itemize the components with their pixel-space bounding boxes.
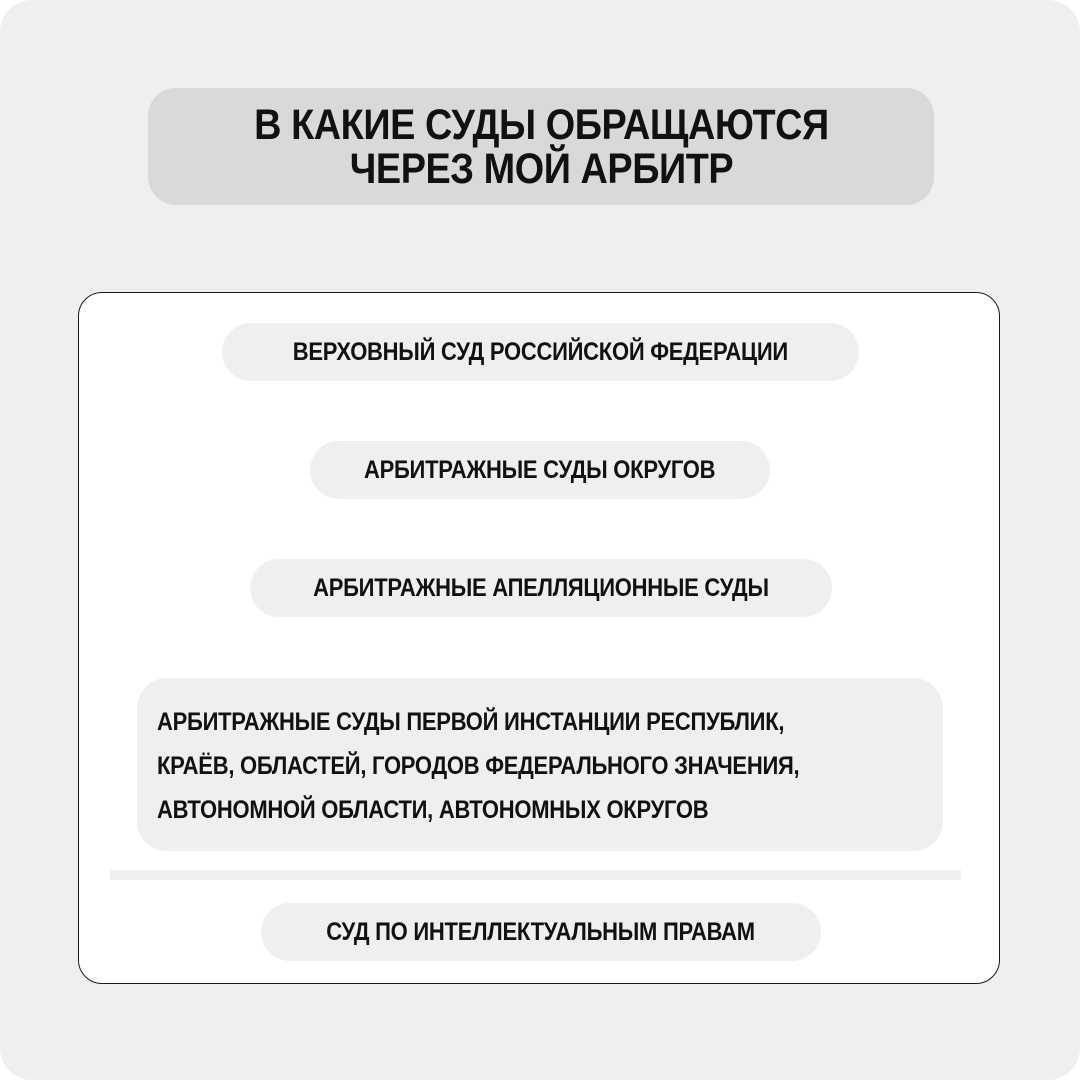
node-district-courts: [310, 441, 770, 499]
node-label-line-1: АРБИТРАЖНЫЕ СУДЫ ПЕРВОЙ ИНСТАНЦИИ РЕСПУБЛИК,: [157, 708, 785, 736]
title-line-1: В КАКИЕ СУДЫ ОБРАЩАЮТСЯ: [253, 100, 829, 149]
title-line-2: ЧЕРЕЗ МОЙ АРБИТР: [349, 144, 733, 193]
node-supreme-court: [222, 323, 859, 381]
node-label: СУД ПО ИНТЕЛЛЕКТУАЛЬНЫМ ПРАВАМ: [326, 917, 756, 946]
page-title: [253, 100, 829, 193]
node-first-instance-courts: [137, 678, 943, 851]
court-hierarchy-card: [78, 292, 1000, 984]
node-label-line-3: АВТОНОМНОЙ ОБЛАСТИ, АВТОНОМНЫХ ОКРУГОВ: [157, 796, 709, 824]
node-appeal-courts: [250, 559, 832, 617]
node-label-line-2: КРАЁВ, ОБЛАСТЕЙ, ГОРОДОВ ФЕДЕРАЛЬНОГО ЗНАЧЕНИЯ,: [157, 752, 800, 780]
section-divider: [110, 870, 961, 880]
node-ip-court: [261, 903, 821, 961]
node-label: АРБИТРАЖНЫЕ АПЕЛЛЯЦИОННЫЕ СУДЫ: [313, 573, 769, 602]
node-label: АРБИТРАЖНЫЕ СУДЫ ОКРУГОВ: [364, 455, 716, 484]
title-banner: [148, 88, 934, 205]
node-label: ВЕРХОВНЫЙ СУД РОССИЙСКОЙ ФЕДЕРАЦИИ: [292, 337, 789, 366]
